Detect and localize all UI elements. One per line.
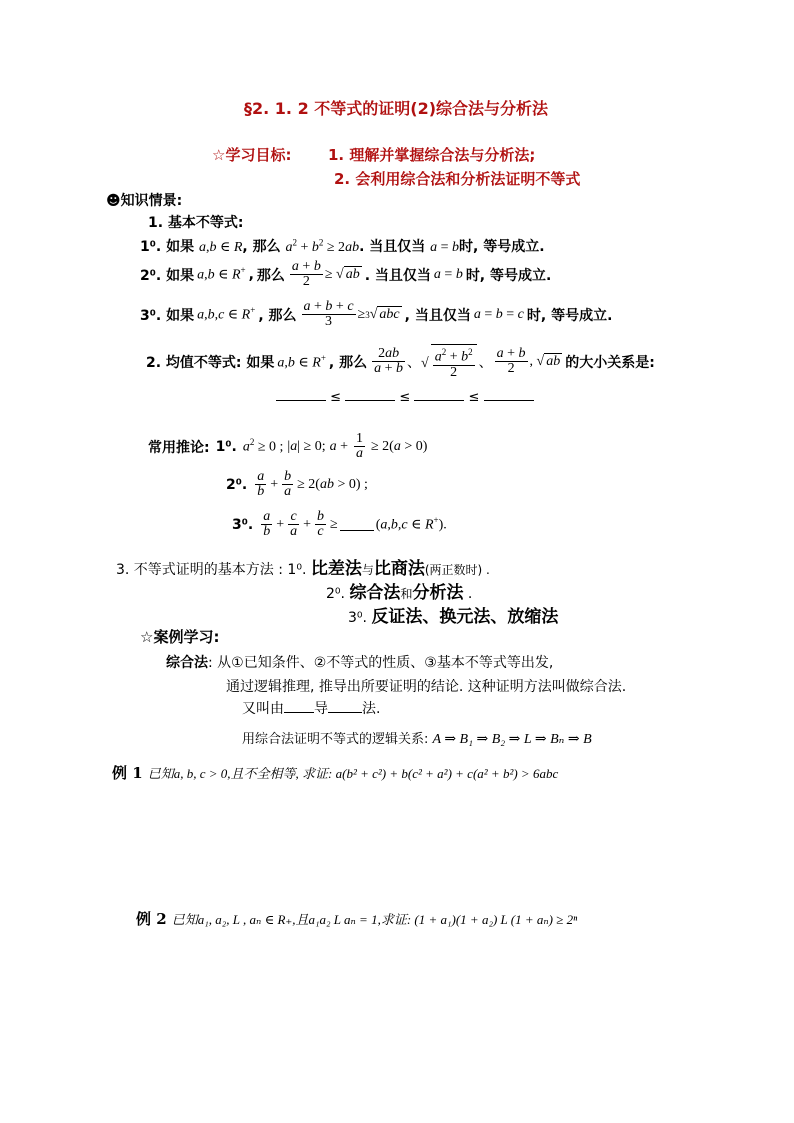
basic3-prefix: 3⁰. 如果 <box>140 307 195 324</box>
method-synthesis: 综合法 <box>349 583 401 603</box>
blank-3[interactable] <box>414 388 464 401</box>
leq-1: ≤ <box>330 390 342 405</box>
methods-line-2 <box>326 578 472 603</box>
method-others: 反证法、换元法、放缩法 <box>371 607 559 627</box>
sec2-means: $\frac{2ab}{a + b}$ 、√ $\frac{a^2 + b^2}{2}$ 、 $\frac{a + b}{2}$ , √ ab <box>370 344 562 380</box>
methods-line-1 <box>116 554 490 579</box>
logic-chain: A ⇒ B₁ ⇒ B₂ ⇒ L ⇒ Bₙ ⇒ B <box>432 732 592 747</box>
method-quotient: 比商法 <box>373 559 425 579</box>
corollary-3-formula: $\frac{a}{b}$ + $\frac{c}{a}$ + $\frac{b}{c}$ ≥ (a,b,c ∈ R+). <box>263 509 447 539</box>
synthesis-alias <box>242 698 380 718</box>
page-title: §2. 1. 2 不等式的证明(2)综合法与分析法 <box>244 99 549 118</box>
logic-label: 用综合法证明不等式的逻辑关系: <box>242 732 429 747</box>
example-1-label: 例 1 <box>112 764 143 782</box>
blank-4[interactable] <box>484 388 534 401</box>
basic1-iff: . 当且仅当 <box>359 239 426 255</box>
basic1-equality: a = b <box>430 240 460 255</box>
knowledge-heading <box>106 190 182 210</box>
corollary-label: 常用推论: <box>148 439 210 456</box>
basic3-then: , 那么 <box>258 307 297 324</box>
basic3-equality: a = b = c <box>473 306 524 322</box>
sec2-prefix: 2. 均值不等式: 如果 <box>146 354 275 371</box>
leq-2: ≤ <box>399 390 411 405</box>
sec2-then: , 那么 <box>328 354 368 371</box>
basic1-end: 时, 等号成立. <box>459 239 545 255</box>
basic2-formula: $\frac{a + b}{2}$ ≥ √ ab <box>291 259 360 289</box>
basic3-end: 时, 等号成立. <box>526 307 613 324</box>
corollary-1-formula: $a^2 \ge 0$ ; |a| ≥ 0; a + $\frac{1}{a}$ ≥ 2(a > 0) <box>242 431 428 461</box>
methods-and-2: 和 <box>400 587 413 601</box>
alias-blank-2[interactable] <box>328 700 362 713</box>
methods-heading: 3. 不等式证明的基本方法 : 1⁰. <box>116 562 307 578</box>
example-2 <box>136 908 577 929</box>
corollary-2 <box>226 470 368 499</box>
corollary-1-num: 1⁰. <box>215 438 237 455</box>
alias-c: 法. <box>362 701 381 717</box>
example-1-text: 已知a, b, c > 0,且不全相等, 求证: a(b² + c²) + b(c² + a²) + c(a² + b²) > 6abc <box>147 766 559 781</box>
methods-and-1: 与 <box>361 563 374 577</box>
basic2-end: 时, 等号成立. <box>465 267 552 284</box>
example-2-label: 例 2 <box>136 910 167 928</box>
method-difference: 比差法 <box>310 559 362 579</box>
basic-inequality-3 <box>140 300 612 329</box>
blank-1[interactable] <box>276 388 326 401</box>
corollary-3 <box>232 510 447 539</box>
objective-item-1: 1. 理解并掌握综合法与分析法; <box>328 146 536 164</box>
synthesis-definition <box>166 652 553 672</box>
leq-3: ≤ <box>468 390 480 405</box>
example-2-text: 已知a₁, a₂, L , aₙ ∈ R₊,且a₁a₂ L aₙ = 1,求证: (1 + a₁)(1 + a₂) L (1 + aₙ) ≥ 2ⁿ <box>171 912 578 927</box>
methods-line-3 <box>348 602 558 627</box>
mean-blanks <box>276 388 534 405</box>
blank-2[interactable] <box>345 388 395 401</box>
methods-note: (两正数时) . <box>424 563 490 577</box>
basic-inequality-1: 1⁰. 如果 a,b ∈ R, 那么 $a^2 + b^2 \ge 2ab$. 当且仅当 a = b时, 等号成立. <box>140 237 545 255</box>
basic3-condition: a,b,c ∈ R+ <box>197 305 256 323</box>
corollary-2-formula: $\frac{a}{b}$ + $\frac{b}{a}$ ≥ 2(ab > 0) ; <box>257 469 368 499</box>
basic1-prefix: 1⁰. 如果 <box>140 239 195 255</box>
basic3-formula: $\frac{a + b + c}{3}$ ≥ 3 √ abc <box>303 299 400 329</box>
basic2-equality: a = b <box>433 266 463 282</box>
logic-relation <box>242 728 592 748</box>
sec2-condition: a,b ∈ R+ <box>277 352 326 371</box>
section-1-heading: 1. 基本不等式: <box>148 215 244 231</box>
methods-3-num: 3⁰. <box>348 610 367 626</box>
alias-b: 导 <box>314 701 328 717</box>
knowledge-heading-text: 知识情景: <box>120 193 183 209</box>
method-analysis: 分析法 <box>412 583 464 603</box>
basic1-condition: a,b ∈ R <box>198 240 243 255</box>
synthesis-line-2: 通过逻辑推理, 推导出所要证明的结论. 这种证明方法叫做综合法. <box>226 679 627 695</box>
methods-2-num: 2⁰. <box>326 586 345 602</box>
objectives-label: ☆学习目标: <box>212 146 292 164</box>
corollary-3-num: 3⁰. <box>232 516 254 533</box>
basic-inequality-2: 2⁰. 如果 a,b ∈ R+ , 那么 $\frac{a + b}{2}$ ≥ √ ab . 当且仅当 a = b 时, 等号成立. <box>140 259 552 289</box>
basic2-prefix: 2⁰. 如果 <box>140 267 195 284</box>
corollary-1 <box>148 432 427 461</box>
basic2-condition: a,b ∈ R+ <box>197 265 246 283</box>
basic2-iff: . 当且仅当 <box>364 267 431 284</box>
smiley-icon: ☻ <box>106 193 121 209</box>
basic1-formula: $a^2 + b^2 \ge 2ab$ <box>285 237 360 255</box>
basic1-then: 那么 <box>252 239 281 255</box>
alias-blank-1[interactable] <box>284 700 314 713</box>
objective-item-2: 2. 会利用综合法和分析法证明不等式 <box>334 170 581 188</box>
case-heading: ☆案例学习: <box>140 628 220 646</box>
example-1 <box>112 762 558 783</box>
basic3-iff: , 当且仅当 <box>404 307 471 324</box>
synthesis-line-1: : 从①已知条件、②不等式的性质、③基本不等式等出发, <box>208 655 554 671</box>
sec2-end: 的大小关系是: <box>565 354 655 371</box>
corollary-3-blank[interactable] <box>340 518 374 531</box>
corollary-2-num: 2⁰. <box>226 476 248 493</box>
synthesis-label: 综合法 <box>166 655 208 671</box>
mean-inequality <box>146 344 655 380</box>
basic2-then: 那么 <box>256 267 285 284</box>
methods-2-end: . <box>467 586 473 602</box>
alias-a: 又叫由 <box>242 701 284 717</box>
